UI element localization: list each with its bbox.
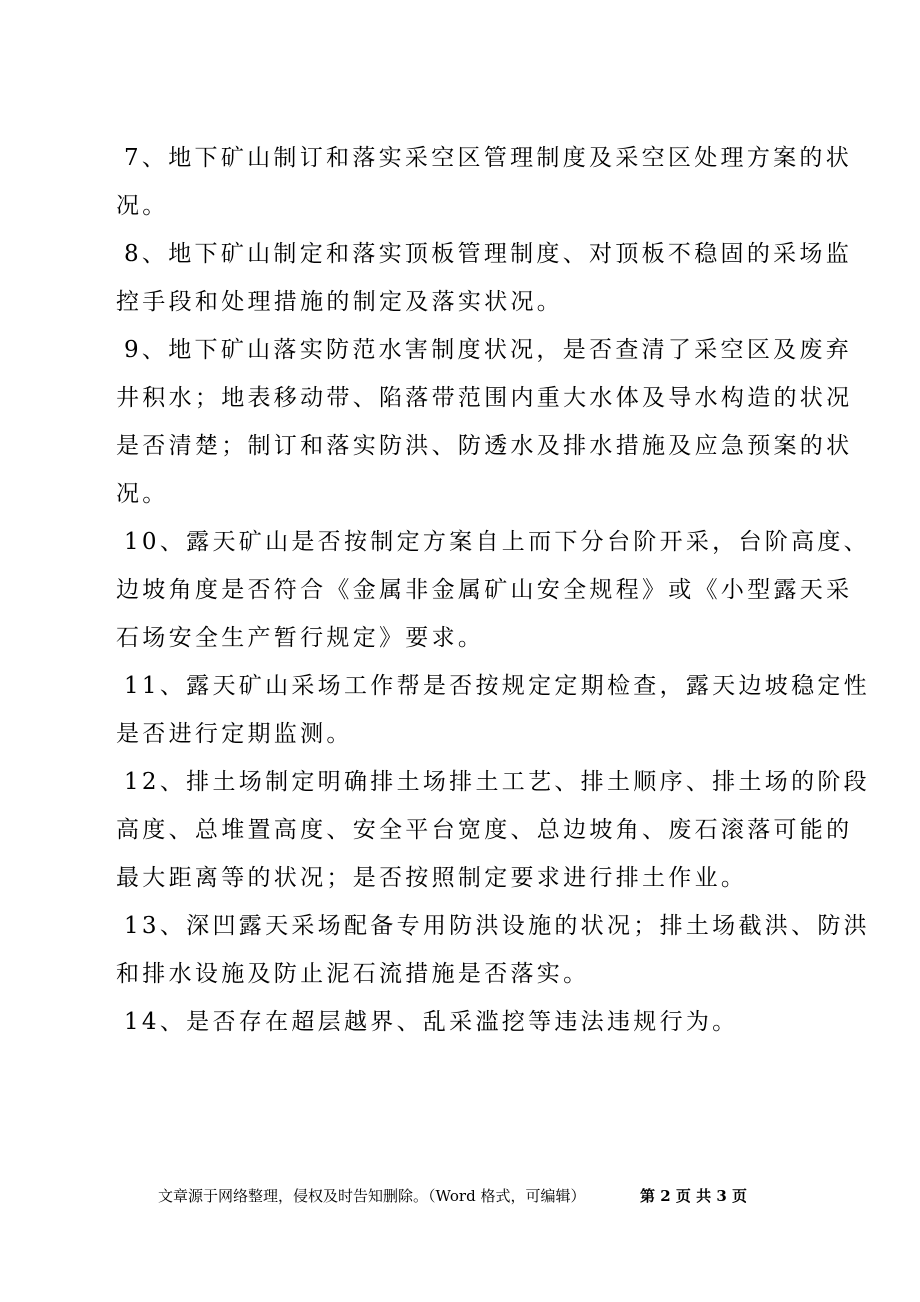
paragraph-10-line-2: 边坡角度是否符合《金属非金属矿山安全规程》或《小型露天采 <box>116 577 853 603</box>
paragraph-9-line-2: 井积水；地表移动带、陷落带范围内重大水体及导水构造的状况 <box>116 385 853 411</box>
paragraph-14-line-1: 14、是否存在超层越界、乱采滥挖等违法违规行为。 <box>124 1009 739 1035</box>
paragraph-12-line-2: 高度、总堆置高度、安全平台宽度、总边坡角、废石滚落可能的 <box>116 817 853 843</box>
page-footer <box>0 1184 920 1208</box>
paragraph-11-line-1: 11、露天矿山采场工作帮是否按规定定期检查，露天边坡稳定性 <box>124 673 870 699</box>
paragraph-9-line-4: 况。 <box>116 481 169 507</box>
paragraph-13-line-1: 13、深凹露天采场配备专用防洪设施的状况；排土场截洪、防洪 <box>124 913 870 939</box>
paragraph-9-line-3: 是否清楚；制订和落实防洪、防透水及排水措施及应急预案的状 <box>116 433 853 459</box>
paragraph-10-line-3: 石场安全生产暂行规定》要求。 <box>116 625 485 651</box>
paragraph-8-line-2: 控手段和处理措施的制定及落实状况。 <box>116 289 564 315</box>
paragraph-11-line-2: 是否进行定期监测。 <box>116 721 353 747</box>
paragraph-7-line-1: 7、地下矿山制订和落实采空区管理制度及采空区处理方案的状 <box>124 145 853 171</box>
paragraph-13-line-2: 和排水设施及防止泥石流措施是否落实。 <box>116 961 590 987</box>
page-number: 第 2 页 共 3 页 <box>640 1187 747 1205</box>
paragraph-12-line-1: 12、排土场制定明确排土场排土工艺、排土顺序、排土场的阶段 <box>124 769 870 795</box>
paragraph-12-line-3: 最大距离等的状况；是否按照制定要求进行排土作业。 <box>116 865 748 891</box>
paragraph-8-line-1: 8、地下矿山制定和落实顶板管理制度、对顶板不稳固的采场监 <box>124 241 853 267</box>
paragraph-10-line-1: 10、露天矿山是否按制定方案自上而下分台阶开采，台阶高度、 <box>124 529 870 555</box>
footer-note: 文章源于网络整理，侵权及时告知删除。（Word 格式，可编辑） <box>158 1187 586 1205</box>
paragraph-9-line-1: 9、地下矿山落实防范水害制度状况，是否查清了采空区及废弃 <box>124 337 853 363</box>
paragraph-7-line-2: 况。 <box>116 193 169 219</box>
